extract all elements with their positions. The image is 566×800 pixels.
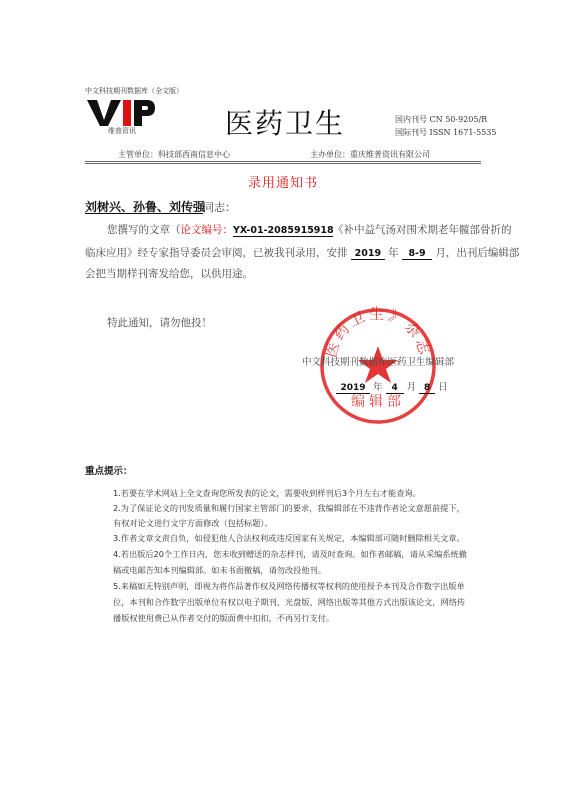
paragraph-line-2 (85, 245, 519, 260)
special-notice: 特此通知，请勿他投！ (107, 317, 212, 329)
text-segment: 《补中益气汤对围术期老年髋部骨折的 (333, 224, 512, 236)
note-line: 播版权使用费已从作者交付的版面费中扣扣，不再另行支付。 (113, 613, 335, 623)
paragraph-line-1 (107, 222, 512, 237)
host-unit: 主办单位：重庆维普资讯有限公司 (310, 150, 430, 159)
paper-number-label: 论文编号： (180, 224, 233, 236)
text-segment: 临床应用》经专家指导委员会审阅，已被我刊录用，安排 (85, 247, 348, 259)
svg-text:编辑部: 编辑部 (351, 394, 405, 410)
logo-subtitle: 维普资讯 (108, 127, 136, 135)
text-segment: 年 (373, 382, 383, 393)
database-name: 中文科技期刊数据库（全文版） (85, 87, 183, 95)
note-line: 位，本刊和合作数字出版单位有权以电子期刊、光盘版、网络出版等其他方式出版该论文，网络传 (113, 597, 466, 607)
issn-number: 国际刊号 ISSN 1671-5535 (395, 128, 497, 137)
signature: 中文科技期刊数据库医药卫生编辑部 (302, 357, 455, 368)
text-segment: 月 (406, 382, 417, 393)
note-line: 有权对论文进行文字方面修改（包括标题）。 (113, 518, 273, 528)
paper-number: YX-01-2085915918 (233, 225, 334, 236)
note-line: 稿或电邮告知本刊编辑部。如未书面撤稿，请勿改投他刊。 (113, 565, 326, 575)
note-line: 2.为了保证论文的刊发质量和履行国家主管部门的要求，我编辑部在不违背作者论文意愿前提下， (113, 503, 465, 513)
date-year: 2019 (336, 383, 370, 394)
text-segment: 月，出刊后编辑部 (435, 247, 520, 259)
journal-title: 医药卫生 (225, 107, 346, 140)
sponsor-unit: 主管单位：科技部西南信息中心 (118, 150, 230, 159)
note-line: 1.若要在学术网站上全文查询您所发表的论文，需要收到样刊后3个月左右才能查询。 (113, 488, 421, 498)
date-day: 8 (419, 383, 435, 394)
text-segment: 您撰写的文章（ (107, 224, 181, 236)
publish-year: 2019 (351, 248, 385, 260)
signature-date (336, 379, 448, 394)
publish-issue: 8-9 (402, 248, 432, 260)
letter-title: 录用通知书 (247, 176, 318, 191)
notes-title: 重点提示： (85, 466, 133, 477)
header-rule (85, 161, 481, 162)
note-line: 5.来稿如无特别声明，即视为将作品著作权及网络传播权等权利的使用授予本刊及合作数字出版单 (113, 581, 465, 591)
text-segment: 年 (388, 247, 399, 259)
header-rule-thin (85, 163, 481, 164)
comrade-salutation: 同志： (203, 201, 236, 214)
paragraph-line-3: 会把当期样刊寄发给您，以供用途。 (85, 268, 253, 280)
text-segment: 日 (438, 382, 448, 393)
authors-underline (85, 213, 203, 214)
note-line: 3.作者文章文责自负，如侵犯他人合法权利或违反国家有关规定，本编辑部可随时删除相关文章。 (113, 533, 465, 543)
svg-text:医药卫生》杂志: 医药卫生》杂志 (321, 306, 435, 360)
cn-number: 国内刊号 CN 50-9205/R (395, 115, 488, 124)
authors: 刘树兴、孙鲁、刘传强 (85, 200, 206, 214)
note-line: 4.若出版后20个工作日内，您未收到赠送的杂志样刊，请及时查询。如作者邮稿，请从采编系统撤 (113, 549, 467, 559)
date-month: 4 (386, 383, 404, 394)
